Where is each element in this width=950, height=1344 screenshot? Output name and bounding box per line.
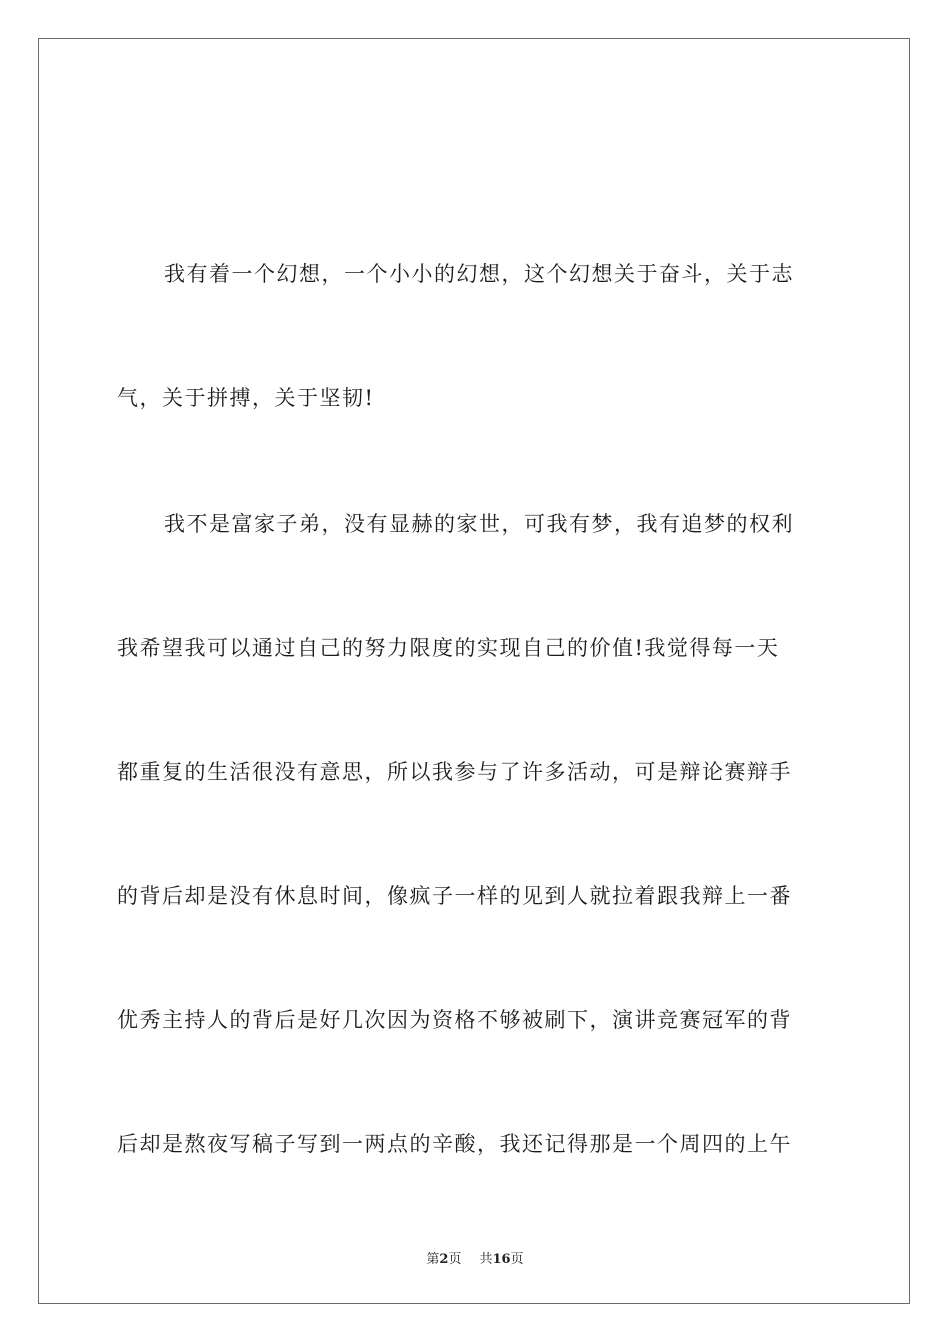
- page-footer: [0, 1248, 950, 1267]
- paragraph-2-line-1: 我不是富家子弟，没有显赫的家世，可我有梦，我有追梦的权利: [164, 512, 794, 536]
- paragraph-2-line-2: 我希望我可以通过自己的努力限度的实现自己的价值!我觉得每一天: [117, 636, 780, 660]
- total-suffix: 页: [510, 1252, 524, 1267]
- paragraph-2-line-6: 后却是熬夜写稿子写到一两点的辛酸，我还记得那是一个周四的上午: [117, 1132, 792, 1156]
- paragraph-1-line-2: 气，关于拼搏，关于坚韧!: [117, 386, 375, 410]
- total-prefix: 共: [479, 1252, 493, 1267]
- page-suffix: 页: [448, 1252, 462, 1267]
- paragraph-2-line-3: 都重复的生活很没有意思，所以我参与了许多活动，可是辩论赛辩手: [117, 760, 792, 784]
- page-border: [38, 38, 910, 1304]
- paragraph-1-line-1: 我有着一个幻想，一个小小的幻想，这个幻想关于奋斗，关于志: [164, 262, 794, 286]
- total-pages: 16: [492, 1252, 511, 1267]
- paragraph-2-line-4: 的背后却是没有休息时间，像疯子一样的见到人就拉着跟我辩上一番: [117, 884, 792, 908]
- page-prefix: 第: [426, 1252, 440, 1267]
- page-number: 2: [439, 1252, 449, 1267]
- paragraph-2-line-5: 优秀主持人的背后是好几次因为资格不够被刷下，演讲竞赛冠军的背: [117, 1008, 792, 1032]
